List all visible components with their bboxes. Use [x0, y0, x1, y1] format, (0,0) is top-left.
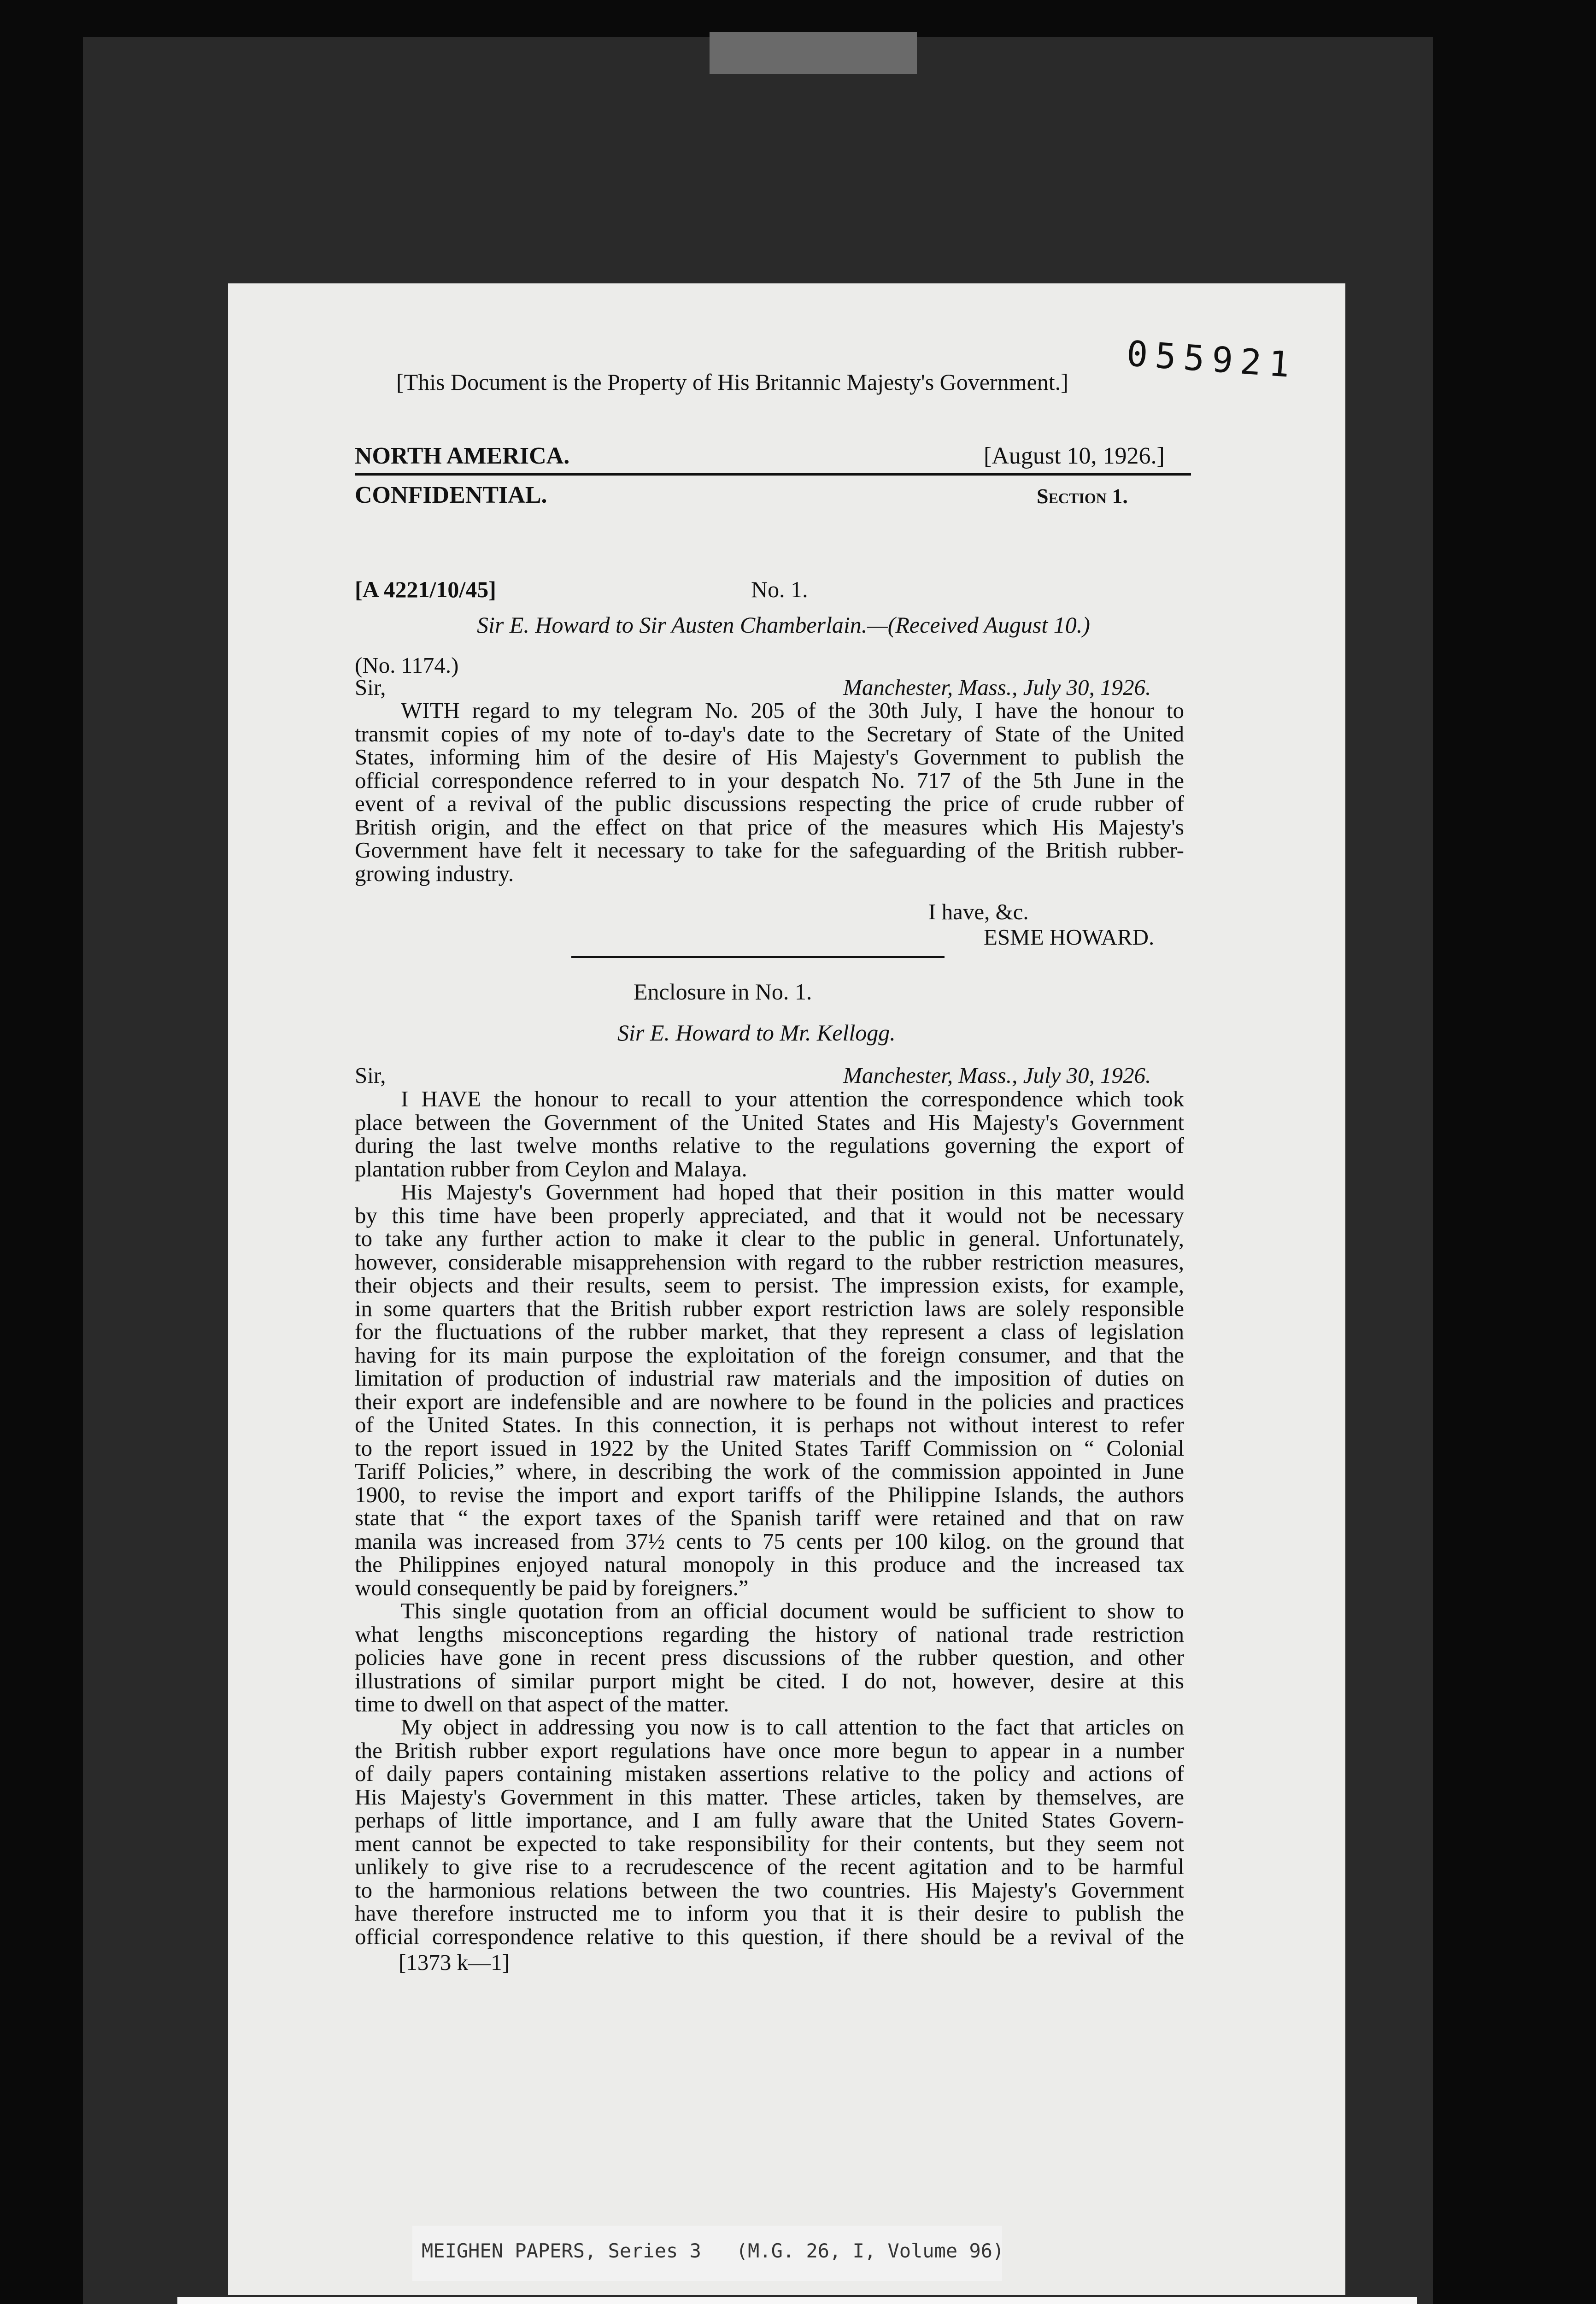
text-line: time to dwell on that aspect of the matter.: [355, 1691, 729, 1716]
text-line: to take any further action to make it clear to the public in general. Unfortunately,: [355, 1226, 1184, 1251]
text-line: official correspondence referred to in your despatch No. 717 of the 5th June in the: [355, 767, 1184, 793]
text-line: States, informing him of the desire of His Majesty's Government to publish the: [355, 744, 1184, 770]
enclosure-place-date: Manchester, Mass., July 30, 1926.: [843, 1063, 1151, 1088]
text-line: plantation rubber from Ceylon and Malaya.: [355, 1156, 747, 1181]
signature: ESME HOWARD.: [984, 924, 1155, 950]
enclosure-paragraph-2: [355, 1181, 1184, 1599]
text-line: their objects and their results, seem to persist. The impression exists, for example,: [355, 1272, 1184, 1298]
text-line: WITH regard to my telegram No. 205 of the 30th July, I have the honour to: [401, 698, 1184, 723]
section-divider: [571, 956, 945, 958]
print-code: [1373 k—1]: [399, 1950, 510, 1975]
text-line: transmit copies of my note of to-day's date to the Secretary of State of the United: [355, 721, 1184, 746]
region-heading: NORTH AMERICA.: [355, 443, 570, 469]
closing: I have, &c.: [928, 899, 1029, 924]
text-line: Tariff Policies,” where, in describing the work of the commission appointed in June: [355, 1458, 1184, 1484]
text-line: in some quarters that the British rubber export restriction laws are solely responsible: [355, 1295, 1184, 1321]
document-page: [228, 283, 1345, 2295]
text-line: the British rubber export regulations have once more begun to appear in a number: [355, 1737, 1184, 1763]
header-rule: [355, 473, 1191, 476]
text-line: for the fluctuations of the rubber market, that they represent a class of legislation: [355, 1319, 1184, 1344]
text-line: having for its main purpose the exploitation of the foreign consumer, and that the: [355, 1342, 1184, 1368]
text-line: growing industry.: [355, 860, 514, 886]
section-label: Section 1.: [1037, 484, 1128, 508]
series-text: MEIGHEN PAPERS, Series 3 (M.G. 26, I, Volume 96): [422, 2239, 1004, 2262]
enclosure-title: Enclosure in No. 1.: [634, 979, 812, 1005]
stamp-number: 055921: [1125, 333, 1299, 386]
text-line: during the last twelve months relative to the regulations governing the export of: [355, 1133, 1184, 1158]
place-date: Manchester, Mass., July 30, 1926.: [843, 675, 1151, 700]
enclosure-paragraph-4: [355, 1716, 1184, 1948]
enclosure-paragraph-1: [355, 1087, 1184, 1181]
text-line: I HAVE the honour to recall to your attention the correspondence which took: [401, 1086, 1184, 1111]
enclosure-salutation: Sir,: [355, 1063, 386, 1088]
text-line: His Majesty's Government had hoped that their position in this matter would: [401, 1179, 1184, 1205]
text-line: 1900, to revise the import and export tariffs of the Philippine Islands, the authors: [355, 1481, 1184, 1507]
salutation: Sir,: [355, 675, 386, 700]
text-line: to the harmonious relations between the two countries. His Majesty's Government: [355, 1877, 1184, 1903]
letter-subtitle: Sir E. Howard to Sir Austen Chamberlain.—(Received August 10.): [477, 612, 1090, 638]
text-line: ment cannot be expected to take responsibility for their contents, but they seem not: [355, 1830, 1184, 1856]
series-label: [412, 2226, 1002, 2281]
text-line: limitation of production of industrial raw materials and the imposition of duties on: [355, 1365, 1184, 1391]
text-line: This single quotation from an official document would be sufficient to show to: [401, 1598, 1184, 1623]
text-line: would consequently be paid by foreigners.”: [355, 1575, 749, 1600]
reference-code: [A 4221/10/45]: [355, 576, 496, 602]
document-number: No. 1.: [751, 576, 808, 602]
text-line: manila was increased from 37½ cents to 75 cents per 100 kilog. on the ground that: [355, 1528, 1184, 1554]
letter-body: [355, 699, 1184, 885]
text-line: the Philippines enjoyed natural monopoly in this produce and the increased tax: [355, 1552, 1184, 1577]
text-line: illustrations of similar purport might be cited. I do not, however, desire at this: [355, 1668, 1184, 1693]
enclosure-subtitle: Sir E. Howard to Mr. Kellogg.: [617, 1020, 896, 1046]
document-date: [August 10, 1926.]: [984, 443, 1165, 469]
text-line: My object in addressing you now is to call attention to the fact that articles on: [401, 1714, 1184, 1740]
text-line: of the United States. In this connection, it is perhaps not without interest to refer: [355, 1412, 1184, 1437]
text-line: by this time have been properly appreciated, and that it would not be necessary: [355, 1202, 1184, 1228]
archive-label: [177, 2297, 1417, 2304]
text-line: to the report issued in 1922 by the United States Tariff Commission on “ Colonial: [355, 1435, 1184, 1461]
text-line: His Majesty's Government in this matter. These articles, taken by themselves, are: [355, 1784, 1184, 1810]
text-line: official correspondence relative to this question, if there should be a revival of the: [355, 1923, 1184, 1949]
text-line: what lengths misconceptions regarding the history of national trade restriction: [355, 1621, 1184, 1647]
despatch-number: (No. 1174.): [355, 652, 459, 678]
enclosure-paragraph-3: [355, 1599, 1184, 1716]
text-line: of daily papers containing mistaken assertions relative to the policy and actions of: [355, 1761, 1184, 1786]
text-line: Government have felt it necessary to take for the safeguarding of the British rubber-: [355, 837, 1184, 863]
text-line: policies have gone in recent press discussions of the rubber question, and other: [355, 1645, 1184, 1670]
text-line: place between the Government of the United States and His Majesty's Government: [355, 1109, 1184, 1135]
text-line: event of a revival of the public discussions respecting the price of crude rubber of: [355, 791, 1184, 816]
text-line: unlikely to give rise to a recrudescence of the recent agitation and to be harmful: [355, 1854, 1184, 1879]
clip-tab: [710, 32, 917, 74]
property-notice: [This Document is the Property of His Britannic Majesty's Government.]: [396, 369, 1068, 395]
text-line: their export are indefensible and are nowhere to be found in the policies and practices: [355, 1388, 1184, 1414]
text-line: perhaps of little importance, and I am fully aware that the United States Govern-: [355, 1807, 1184, 1833]
text-line: British origin, and the effect on that price of the measures which His Majesty's: [355, 814, 1184, 840]
text-line: have therefore instructed me to inform you that it is their desire to publish the: [355, 1900, 1184, 1926]
text-line: however, considerable misapprehension with regard to the rubber restriction measures,: [355, 1249, 1184, 1275]
text-line: state that “ the export taxes of the Spanish tariff were retained and that on raw: [355, 1505, 1184, 1530]
classification: CONFIDENTIAL.: [355, 482, 547, 508]
